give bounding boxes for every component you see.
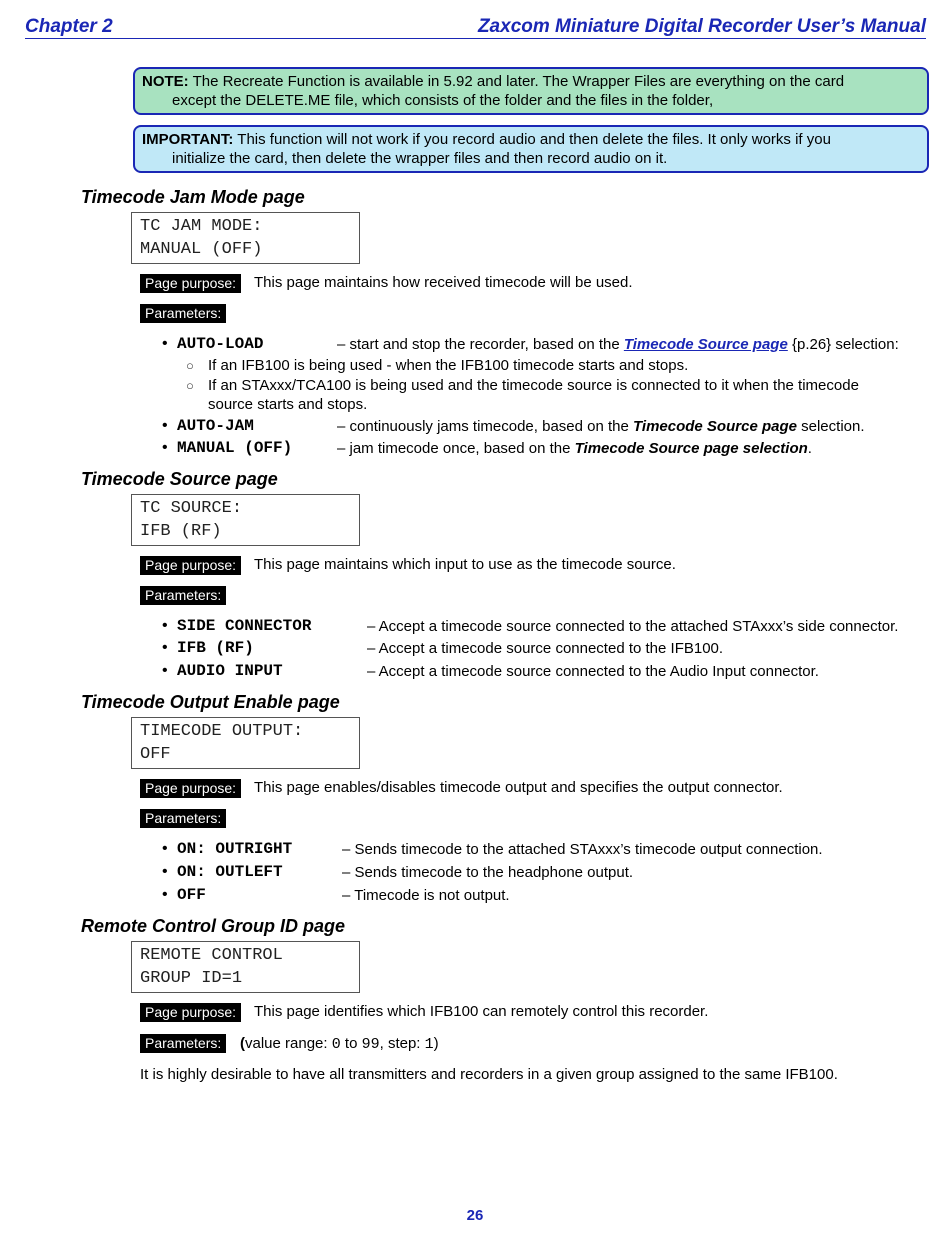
bullet-icon: • (162, 439, 168, 456)
param-name: ON: OUTLEFT (177, 863, 283, 881)
param-description: – Accept a timecode source connected to the Audio Input connector. (367, 663, 819, 680)
lcd-line1: TIMECODE OUTPUT: (140, 722, 304, 741)
param-desc-text: {p.26} selection: (787, 336, 899, 353)
param-name: ON: OUTRIGHT (177, 840, 293, 858)
page-purpose-label: Page purpose: (140, 1003, 241, 1022)
important-text-line1: This function will not work if you record audio and then delete the files. It only works if you (237, 131, 831, 148)
range-step: 1 (424, 1036, 434, 1053)
sub-bullet-text: If an STAxxx/TCA100 is being used and the timecode source is connected to it when the timecode (208, 377, 859, 394)
note-text-line2: except the DELETE.ME file, which consists of the folder and the files in the folder, (172, 92, 714, 109)
important-callout (133, 125, 929, 173)
parameters-label: Parameters: (140, 304, 226, 323)
range-max: 99 (361, 1036, 380, 1053)
section-heading-remote-group: Remote Control Group ID page (81, 916, 346, 936)
parameters-label: Parameters: (140, 1034, 226, 1053)
important-text-line2: initialize the card, then delete the wrapper files and then record audio on it. (172, 150, 668, 167)
sub-bullet-text: source starts and stops. (208, 396, 368, 413)
param-desc-text: . (807, 440, 812, 457)
parameters-label: Parameters: (140, 809, 226, 828)
lcd-display-tc-source (131, 494, 360, 546)
page-purpose-text: This page enables/disables timecode output and specifies the output connector. (254, 779, 783, 796)
param-description (337, 418, 865, 435)
parameters-label: Parameters: (140, 586, 226, 605)
range-min: 0 (331, 1036, 341, 1053)
lcd-display-remote-group (131, 941, 360, 993)
range-close: ) (433, 1035, 439, 1052)
important-lead: IMPORTANT: (142, 131, 234, 148)
value-range (240, 1035, 439, 1053)
param-name: MANUAL (OFF) (177, 439, 293, 457)
manual-title: Zaxcom Miniature Digital Recorder User’s Manual (477, 16, 926, 37)
bullet-icon: • (162, 662, 168, 679)
note-lead: NOTE: (142, 73, 189, 90)
lcd-line2: GROUP ID=1 (140, 969, 243, 988)
range-label: value range: (245, 1035, 332, 1052)
param-desc-text: – start and stop the recorder, based on the (337, 336, 624, 353)
param-description: – Timecode is not output. (342, 887, 510, 904)
param-name: AUDIO INPUT (177, 662, 283, 680)
param-name: AUTO-JAM (177, 417, 254, 435)
param-name: IFB (RF) (177, 639, 254, 657)
param-desc-text: – jam timecode once, based on the (337, 440, 575, 457)
header-divider (25, 38, 926, 39)
param-name: SIDE CONNECTOR (177, 617, 312, 635)
lcd-line1: REMOTE CONTROL (140, 946, 283, 965)
lcd-line2: OFF (140, 745, 171, 764)
page-number: 26 (466, 1207, 484, 1224)
param-name: OFF (177, 886, 206, 904)
section-heading-tc-output: Timecode Output Enable page (81, 692, 340, 712)
bullet-icon: • (162, 886, 168, 903)
param-description: – Accept a timecode source connected to the attached STAxxx’s side connector. (367, 618, 899, 635)
sub-bullet-icon: ○ (186, 378, 194, 393)
page-purpose-label: Page purpose: (140, 779, 241, 798)
bullet-icon: • (162, 417, 168, 434)
section-heading-tc-jam: Timecode Jam Mode page (81, 187, 305, 207)
param-desc-text: selection. (796, 418, 865, 435)
bullet-icon: • (162, 335, 168, 352)
sub-bullet-icon: ○ (186, 358, 194, 373)
param-desc-text: – continuously jams timecode, based on the (337, 418, 634, 435)
lcd-display-tc-output (131, 717, 360, 769)
lcd-display-tc-jam (131, 212, 360, 264)
page-purpose-text: This page maintains how received timecode will be used. (254, 274, 633, 291)
range-to: to (340, 1035, 362, 1052)
section-heading-tc-source: Timecode Source page (81, 469, 278, 489)
sub-bullet-text: If an IFB100 is being used - when the IFB100 timecode starts and stops. (208, 357, 689, 374)
bullet-icon: • (162, 863, 168, 880)
range-step-label: , step: (379, 1035, 425, 1052)
bullet-icon: • (162, 840, 168, 857)
page-purpose-label: Page purpose: (140, 274, 241, 293)
page-purpose-label: Page purpose: (140, 556, 241, 575)
param-description: – Sends timecode to the attached STAxxx’s timecode output connection. (342, 841, 823, 858)
param-description (337, 336, 899, 353)
param-desc-emphasis: Timecode Source page (633, 418, 797, 435)
lcd-line1: TC JAM MODE: (140, 217, 263, 236)
timecode-source-page-link[interactable]: Timecode Source page (623, 336, 788, 353)
param-desc-emphasis: Timecode Source page selection (574, 440, 808, 457)
range-open: ( (240, 1035, 245, 1052)
lcd-line2: MANUAL (OFF) (140, 240, 263, 259)
lcd-line1: TC SOURCE: (140, 499, 243, 518)
param-description: – Sends timecode to the headphone output. (342, 864, 634, 881)
page-purpose-text: This page identifies which IFB100 can remotely control this recorder. (254, 1003, 709, 1020)
bullet-icon: • (162, 639, 168, 656)
bullet-icon: • (162, 617, 168, 634)
param-description: – Accept a timecode source connected to the IFB100. (367, 640, 724, 657)
param-name: AUTO-LOAD (177, 335, 264, 353)
param-description (337, 440, 812, 457)
note-text-line1: The Recreate Function is available in 5.92 and later. The Wrapper Files are everything on the card (192, 73, 845, 90)
chapter-title: Chapter 2 (25, 16, 113, 37)
lcd-line2: IFB (RF) (140, 522, 222, 541)
note-callout (133, 67, 929, 115)
page-purpose-text: This page maintains which input to use as the timecode source. (254, 556, 676, 573)
remote-group-note: It is highly desirable to have all transmitters and recorders in a given group assigned to the same IFB100. (140, 1066, 838, 1083)
